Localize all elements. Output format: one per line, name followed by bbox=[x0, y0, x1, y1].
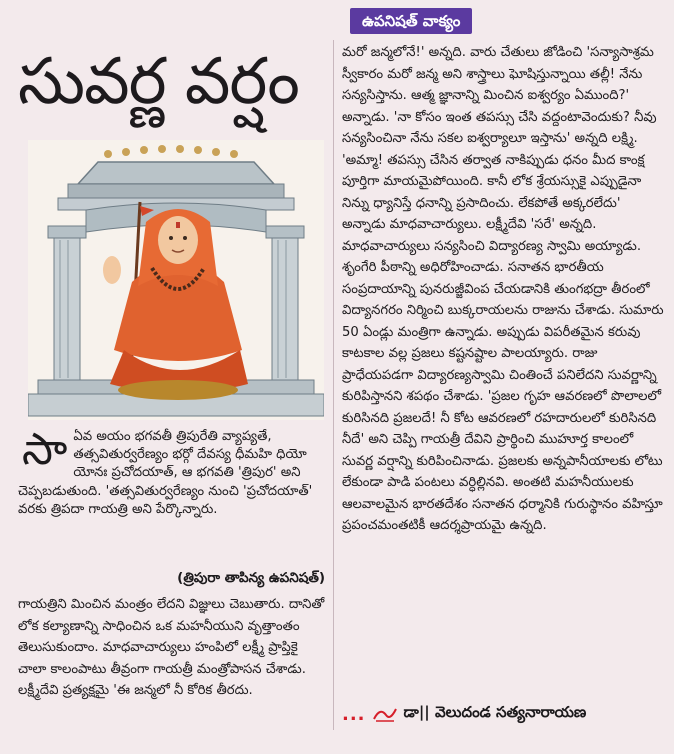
verse-text: ఏవ అయం భగవతీ త్రిపురేతి వ్యాప్యతే, తత్సవితుర్వరేణ్యం భర్గో దేవస్య ధీమహి ధియో యోనః ప్రచోదయాత్, ఆ భగవతి 'త్రిపుర' అని చెప్పబడుతుంది. 'తత్సవితుర్వరేణ్యం నుంచి 'ప్రచోదయాత్' వరకు త్రిపదా గాయత్రి అని పేర్కొన్నారు. bbox=[18, 429, 313, 517]
pen-signature-icon bbox=[372, 705, 398, 723]
article-title: సువర్ణ వర్షం bbox=[18, 45, 299, 119]
right-column-text bbox=[342, 42, 664, 537]
drop-cap: సా bbox=[22, 424, 68, 475]
body-paragraph-left: గాయత్రిని మించిన మంత్రం లేదని విజ్ఞులు చెబుతారు. దానితో లోక కల్యాణాన్ని సాధించిన ఒక మహనీయుని వృత్తాంతం తెలుసుకుందాం. మాధవాచార్యులు హంపిలో లక్ష్మీ ప్రాప్తికై చాలా కాలంపాటు తీవ్రంగా గాయత్రీ మంత్రోపాసన చేశాడు. లక్ష్మీదేవి ప్రత్యక్షమై 'ఈ జన్మలో నీ కోరిక తీరదు. bbox=[18, 597, 325, 698]
left-column-text bbox=[18, 594, 328, 702]
verse-block bbox=[18, 424, 328, 519]
section-tag: ఉపనిషత్ వాక్యం bbox=[350, 8, 472, 34]
saint-illustration-icon bbox=[28, 140, 324, 420]
author-byline bbox=[342, 700, 662, 728]
body-paragraph-right: మరో జన్మలోనే!' అన్నది. వారు చేతులు జోడించి 'సన్యాసాశ్రమ స్వీకారం మరో జన్మ అని శాస్త్రాలు ఘోషిస్తున్నాయి తల్లీ! నేను సన్యసిస్తాను. ఆత్మ జ్ఞానాన్ని మించిన ఐశ్వర్యం ఏముంది?' అన్నాడు. 'నా కోసం ఇంత తపస్సు చేసి వద్దంటావెందుకు? నీవు సన్యసించినా నేను సకల ఐశ్వర్యాలూ ఇస్తాను' అన్నది లక్ష్మి. 'అమ్మా! తపస్సు చేసిన తర్వాత నాకిప్పుడు ధనం మీద కాంక్ష పూర్తిగా మాయమైపోయింది. కానీ లోక శ్రేయస్సుకై ఎప్పుడైనా నిన్ను ధ్యానిస్తే ధనాన్ని ప్రసాదించు. లేకపోతే అక్కరలేదు' అన్నాడు మాధవాచార్యులు. లక్ష్మీదేవి 'సరే' అన్నది. మాధవాచార్యులు సన్యసించి విద్యారణ్య స్వామి అయ్యాడు. శృంగేరి పీఠాన్ని అధిరోహించాడు. సనాతన భారతీయ సంప్రదాయాన్ని పునరుజ్జీవింప చేయడానికి తుంగభద్రా తీరంలో విద్యానగరం నిర్మించి బుక్కరాయలను రాజును చేశాడు. సుమారు 50 ఏండ్లు మంత్రిగా ఉన్నాడు. అప్పుడు విపరీతమైన కరువు కాటకాల వల్ల ప్రజలు కష్టనష్టాల పాలయ్యారు. రాజు ప్రాధేయపడగా విద్యారణ్యస్వామి చింతించే పనిలేదని సువర్ణాన్ని కురిపిస్తానని శపథం చేశాడు. 'ప్రజల గృహ ఆవరణలో పొలాలలో కురిసినది ప్రజలదే! నీ కోట ఆవరణలో రహదారులలో కురిసినది నీదే' అని చెప్పి గాయత్రీ దేవిని ప్రార్థించి ముహూర్త కాలంలో సువర్ణ వర్షాన్ని కురిపించినాడు. ప్రజలకు అన్నపానీయాలకు లోటు లేకుండా పాడి పంటలు వర్ధిల్లినవి. అంతటి మహనీయులకు ఆలవాలమైన భారతదేశం సనాతన ధర్మానికి గురుస్థానం వహిస్తూ ప్రపంచమంతటికీ ఆదర్శప్రాయమై ఉన్నది. bbox=[342, 45, 664, 533]
article-photo bbox=[28, 140, 324, 420]
column-divider bbox=[333, 40, 334, 730]
author-name: డా|| వెలుదండ సత్యనారాయణ bbox=[403, 703, 587, 721]
byline-dots: ... bbox=[342, 703, 366, 725]
verse-source: (త్రిపురా తాపిన్య ఉపనిషత్) bbox=[177, 570, 325, 586]
